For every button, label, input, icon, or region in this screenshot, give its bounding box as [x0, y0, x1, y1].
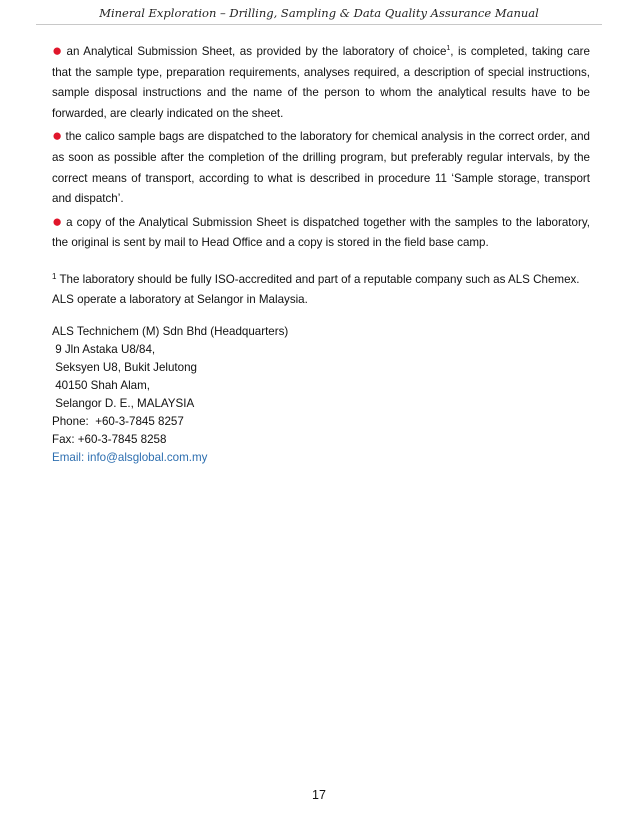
footnote-ref[interactable]: 1: [446, 45, 451, 52]
bullet-item-copy-dispatch: [52, 213, 590, 254]
bullet-icon: ●: [52, 126, 63, 146]
phone-line: Phone: +60-3-7845 8257: [52, 414, 184, 428]
bullet-icon: ●: [52, 211, 64, 231]
company-name: ALS Technichem (M) Sdn Bhd (Headquarters): [52, 324, 289, 338]
lab-address: [52, 323, 590, 467]
page-number: 17: [312, 788, 326, 802]
header-rule: [36, 24, 602, 25]
footnote-mark: 1: [52, 271, 57, 281]
address-line: Selangor D. E., MALAYSIA: [52, 396, 195, 410]
email-link[interactable]: Email: info@alsglobal.com.my: [52, 450, 208, 464]
bullet-item-submission-sheet: [52, 42, 590, 124]
page-content: [52, 42, 590, 467]
footnote-text: The laboratory should be fully ISO-accredited and part of a reputable company such as ALS Chemex. ALS operate a laboratory at Selangor in Malaysia.: [52, 272, 580, 306]
bullet-text: a copy of the Analytical Submission Sheet is dispatched together with the samples to the laboratory, the original is sent by mail to Head Office and a copy is stored in the field base camp.: [52, 215, 590, 250]
bullet-icon: ●: [52, 41, 64, 60]
address-line: 40150 Shah Alam,: [52, 378, 150, 392]
footnote: [52, 270, 590, 310]
running-header: Mineral Exploration – Drilling, Sampling & Data Quality Assurance Manual: [99, 6, 539, 20]
bullet-text-cont: , is completed, taking care that the sample type, preparation requirements, analyses required, a description of special instructions, sample disposal instructions and the name of the person to whom the analytical results have to be forwarded, are clearly indicated on the sheet.: [52, 45, 590, 120]
bullet-text: the calico sample bags are dispatched to the laboratory for chemical analysis in the correct order, and as soon as possible after the completion of the drilling program, but preferably regular intervals, by the correct means of transport, according to what is described in procedure 11 ‘Sample storage, transport and dispatch’.: [52, 130, 590, 206]
bullet-item-calico-bags: [52, 127, 590, 209]
address-line: Seksyen U8, Bukit Jelutong: [52, 360, 198, 374]
fax-line: Fax: +60-3-7845 8258: [52, 432, 167, 446]
bullet-text: an Analytical Submission Sheet, as provided by the laboratory of choice: [66, 45, 447, 58]
address-line: 9 Jln Astaka U8/84,: [52, 342, 156, 356]
